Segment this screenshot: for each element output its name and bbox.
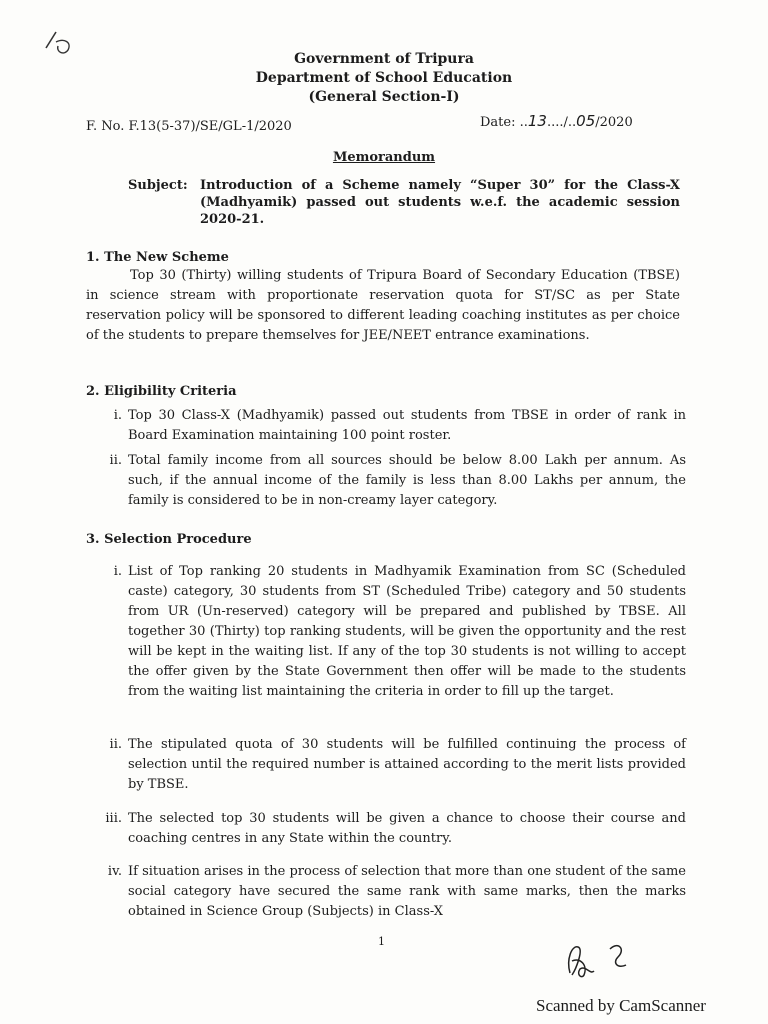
memo-title: Memorandum [332, 150, 436, 165]
page-number: 1 [378, 935, 385, 948]
scanner-watermark: Scanned by CamScanner [536, 996, 706, 1015]
selection-item [86, 862, 686, 922]
item-number: iv. [107, 864, 122, 879]
selection-item [86, 809, 686, 849]
date-sep2: / [595, 115, 600, 130]
letterhead [0, 50, 768, 107]
selection-item [86, 562, 686, 702]
item-text: List of Top ranking 20 students in Madhyamik Examination from SC (Scheduled caste) category, 30 students from ST (Scheduled Tribe) category and 50 students from UR (Un-reserved) category will be prepared and published by TBSE. All together 30 (Thirty) top ranking students, will be given the opportunity and the rest will be kept in the waiting list. If any of the top 30 students is not willing to accept the offer given by the State Government then offer will be made to the students from the waiting list maintaining the criteria in order to fill up the target. [128, 564, 686, 699]
date-year: 2020 [599, 115, 633, 130]
date-month: 05 [576, 112, 596, 130]
item-text: The stipulated quota of 30 students will be fulfilled continuing the process of selection until the required number is attained according to the merit lists provided by TBSE. [128, 737, 686, 792]
item-text: Top 30 Class-X (Madhyamik) passed out students from TBSE in order of rank in Board Examination maintaining 100 point roster. [128, 408, 686, 443]
section-2-heading: 2. Eligibility Criteria [86, 384, 237, 399]
item-number: iii. [105, 811, 122, 826]
date-line [480, 112, 633, 130]
item-number: i. [113, 408, 122, 423]
date-day: 13 [527, 112, 547, 130]
header-section: (General Section-I) [308, 89, 460, 105]
eligibility-item [86, 406, 686, 446]
selection-item [86, 735, 686, 795]
item-number: ii. [109, 453, 122, 468]
subject-block [128, 177, 680, 228]
header-government: Government of Tripura [294, 51, 474, 67]
item-number: i. [113, 564, 122, 579]
item-text: The selected top 30 students will be given a chance to choose their course and coaching centres in any State within the country. [128, 811, 686, 846]
header-department: Department of School Education [255, 70, 513, 86]
file-number: F. No. F.13(5-37)/SE/GL-1/2020 [86, 119, 292, 134]
eligibility-item [86, 451, 686, 511]
section-1-heading: 1. The New Scheme [86, 250, 229, 265]
item-number: ii. [109, 737, 122, 752]
date-sep1: ..../.. [546, 115, 577, 130]
date-label: Date: .. [480, 115, 528, 130]
item-text: Total family income from all sources should be below 8.00 Lakh per annum. As such, if the annual income of the family is less than 8.00 Lakhs per annum, the family is considered to be in non-creamy layer category. [128, 453, 686, 508]
item-text: If situation arises in the process of selection that more than one student of the same social category have secured the same rank with same marks, then the marks obtained in Science Group (Subjects) in Class-X [128, 864, 686, 919]
subject-label: Subject: [128, 178, 188, 193]
section-3-heading: 3. Selection Procedure [86, 532, 252, 547]
subject-text: Introduction of a Scheme namely “Super 30” for the Class-X (Madhyamik) passed out students w.e.f. the academic session 2020-21. [200, 178, 680, 227]
section-1-text: Top 30 (Thirty) willing students of Tripura Board of Secondary Education (TBSE) in science stream with proportionate reservation quota for ST/SC as per State reservation policy will be sponsored to different leading coaching institutes as per choice of the students to prepare themselves for JEE/NEET entrance examinations. [86, 268, 680, 343]
signature [560, 935, 640, 985]
